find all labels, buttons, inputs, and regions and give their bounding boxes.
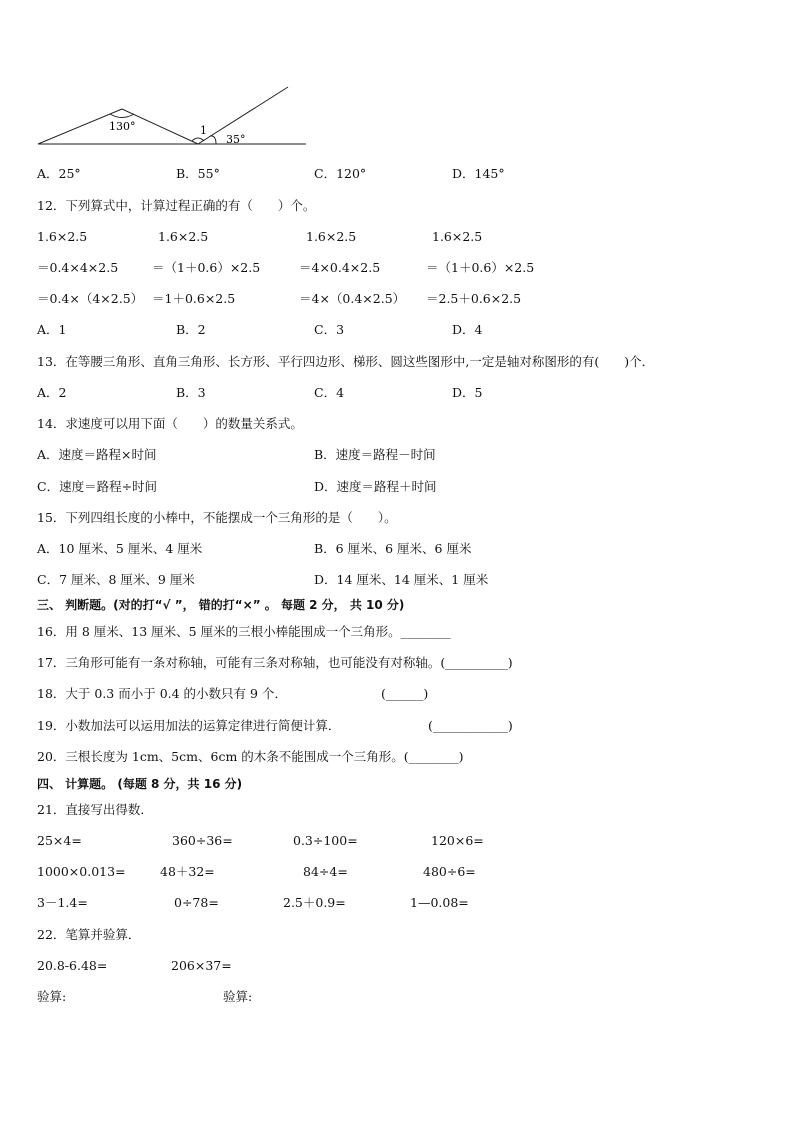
q19-text: 19．小数加法可以运用加法的运算定律进行简便计算． bbox=[37, 718, 341, 733]
q21-item: 1—0.08= bbox=[410, 895, 469, 910]
q18-text: 18．大于 0.3 而小于 0.4 的小数只有 9 个． bbox=[37, 686, 287, 701]
q12-expr: 1.6×2.5 bbox=[37, 229, 88, 244]
q21-item: 480÷6= bbox=[423, 864, 476, 879]
q12-option-d: D．4 bbox=[452, 322, 483, 337]
q14-option-c: C．速度＝路程÷时间 bbox=[37, 479, 158, 494]
q14-option-d: D．速度＝路程＋时间 bbox=[314, 479, 437, 494]
q11-option-c: C．120° bbox=[314, 166, 367, 181]
q12-option-c: C．3 bbox=[314, 322, 345, 337]
q12-expr: 1.6×2.5 bbox=[158, 229, 209, 244]
q22-item: 20.8-6.48= bbox=[37, 958, 108, 973]
q22-item: 206×37= bbox=[171, 958, 232, 973]
q20: 20．三根长度为 1cm、5cm、6cm 的木条不能围成一个三角形。(________) bbox=[37, 749, 464, 764]
q21-item: 120×6= bbox=[431, 833, 484, 848]
q12-expr: ＝2.5＋0.6×2.5 bbox=[426, 291, 522, 306]
q11-option-b: B．55° bbox=[176, 166, 220, 181]
section-4-heading: 四、 计算题。 (每题 8 分，共 16 分) bbox=[37, 777, 243, 791]
q12-expr: ＝0.4×4×2.5 bbox=[37, 260, 119, 275]
q21-item: 48＋32= bbox=[160, 864, 215, 879]
q15-option-b: B．6 厘米、6 厘米、6 厘米 bbox=[314, 541, 472, 556]
q12-option-b: B．2 bbox=[176, 322, 206, 337]
apex-arc bbox=[110, 114, 134, 118]
q13-stem: 13．在等腰三角形、直角三角形、长方形、平行四边形、梯形、圆这些图形中,一定是轴对称图形的有( )个． bbox=[37, 354, 655, 369]
q22-check-label: 验算: bbox=[37, 989, 67, 1004]
q21-item: 0.3÷100= bbox=[293, 833, 358, 848]
section-3-heading: 三、 判断题。(对的打“√ ”， 错的打“×” 。 每题 2 分， 共 10 分) bbox=[37, 598, 405, 612]
q12-expr: ＝（1＋0.6）×2.5 bbox=[152, 260, 261, 275]
angle-figure bbox=[30, 85, 330, 145]
q14-option-a: A．速度＝路程×时间 bbox=[37, 447, 157, 462]
q21-item: 25×4= bbox=[37, 833, 82, 848]
q11-option-a: A．25° bbox=[37, 166, 81, 181]
q22-stem: 22．笔算并验算． bbox=[37, 927, 141, 942]
q13-option-d: D．5 bbox=[452, 385, 483, 400]
q14-option-b: B．速度＝路程－时间 bbox=[314, 447, 436, 462]
q13-option-b: B．3 bbox=[176, 385, 206, 400]
q21-item: 1000×0.013= bbox=[37, 864, 126, 879]
q13-option-a: A．2 bbox=[37, 385, 67, 400]
q21-item: 0÷78= bbox=[174, 895, 219, 910]
q18-blank: (______) bbox=[381, 686, 429, 701]
angle1-arc bbox=[192, 138, 204, 141]
angle-35-label: 35° bbox=[226, 133, 246, 145]
q12-expr: ＝1＋0.6×2.5 bbox=[152, 291, 236, 306]
q15-stem: 15．下列四组长度的小棒中，不能摆成一个三角形的是（ ）。 bbox=[37, 510, 397, 525]
q12-expr: 1.6×2.5 bbox=[432, 229, 483, 244]
q21-item: 84÷4= bbox=[303, 864, 348, 879]
q15-option-c: C．7 厘米、8 厘米、9 厘米 bbox=[37, 572, 195, 587]
q12-expr: ＝0.4×（4×2.5） bbox=[37, 291, 144, 306]
q12-option-a: A．1 bbox=[37, 322, 67, 337]
q12-stem: 12．下列算式中，计算过程正确的有（ ）个。 bbox=[37, 198, 316, 213]
q14-stem: 14．求速度可以用下面（ ）的数量关系式。 bbox=[37, 416, 303, 431]
q22-check-label: 验算: bbox=[223, 989, 253, 1004]
q13-option-c: C．4 bbox=[314, 385, 345, 400]
q12-expr: ＝4×0.4×2.5 bbox=[299, 260, 381, 275]
q19-blank: (____________) bbox=[428, 718, 513, 733]
q15-option-a: A．10 厘米、5 厘米、4 厘米 bbox=[37, 541, 203, 556]
q21-stem: 21．直接写出得数． bbox=[37, 802, 153, 817]
angle35-arc bbox=[210, 136, 216, 144]
q21-item: 3－1.4= bbox=[37, 895, 88, 910]
q16: 16．用 8 厘米、13 厘米、5 厘米的三根小棒能围成一个三角形。________ bbox=[37, 624, 451, 639]
q12-expr: 1.6×2.5 bbox=[306, 229, 357, 244]
q11-option-d: D．145° bbox=[452, 166, 505, 181]
q21-item: 2.5＋0.9= bbox=[283, 895, 346, 910]
q12-expr: ＝4×（0.4×2.5） bbox=[299, 291, 406, 306]
q12-expr: ＝（1＋0.6）×2.5 bbox=[426, 260, 535, 275]
q17: 17．三角形可能有一条对称轴，可能有三条对称轴，也可能没有对称轴。(__________) bbox=[37, 655, 513, 670]
angle-1-label: 1 bbox=[200, 124, 207, 137]
q15-option-d: D．14 厘米、14 厘米、1 厘米 bbox=[314, 572, 489, 587]
q21-item: 360÷36= bbox=[172, 833, 233, 848]
angle-130-label: 130° bbox=[109, 120, 136, 133]
